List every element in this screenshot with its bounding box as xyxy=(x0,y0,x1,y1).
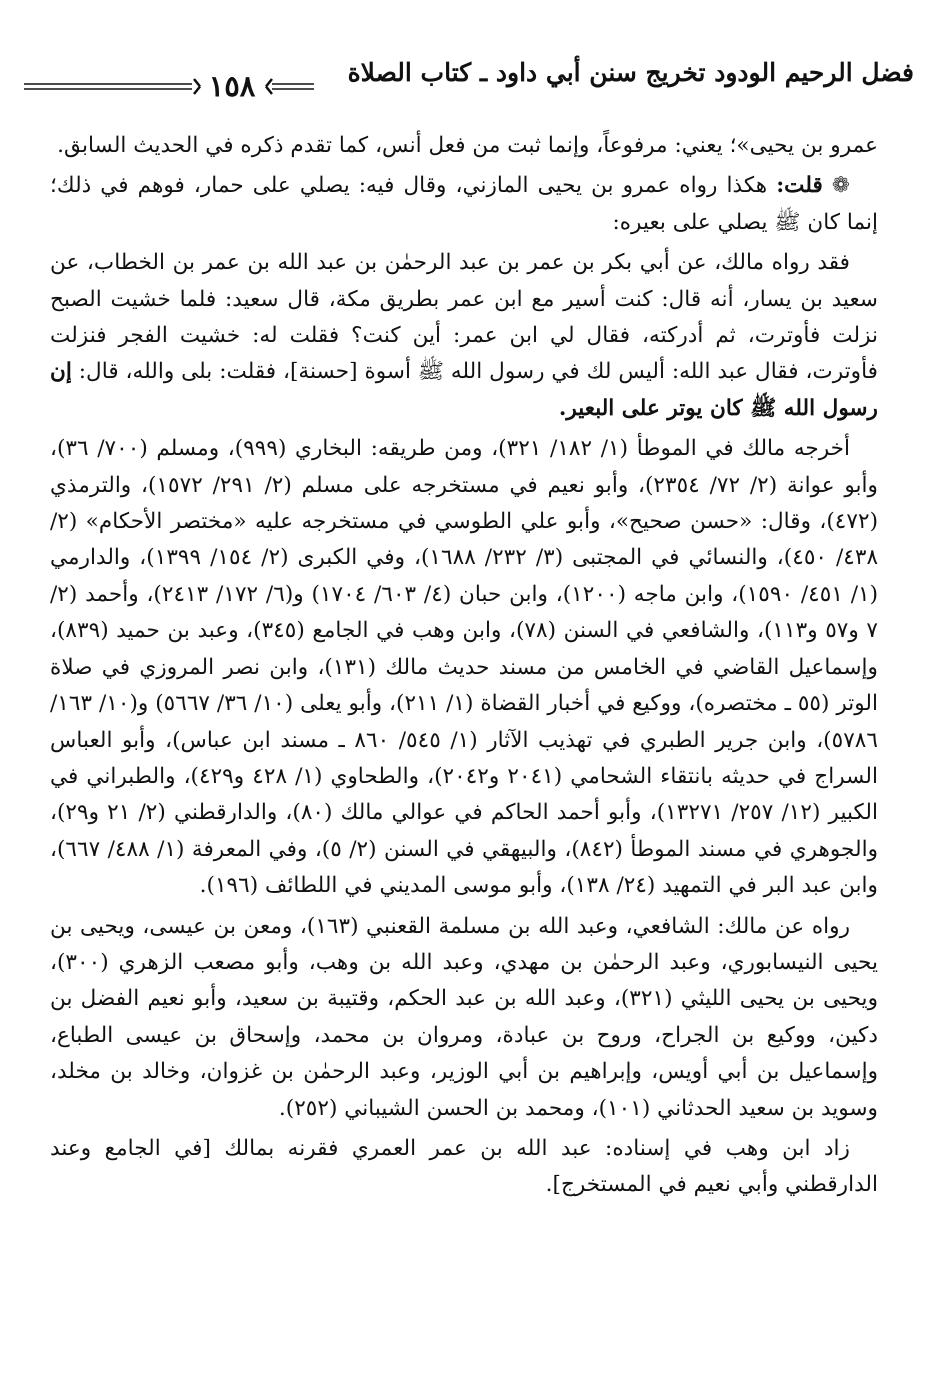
paragraph-6 xyxy=(50,1131,878,1204)
paragraph-text: أخرجه مالك في الموطأ (١/ ١٨٢/ ٣٢١)، ومن طريقه: البخاري (٩٩٩)، ومسلم (٧٠٠/ ٣٦)، وأبو عوانة (٢/ ٧٢/ ٢٣٥٤)، وأبو نعيم في مستخرجه على مسلم (٢/ ٢٩١/ ١٥٧٢)، والترمذي (٤٧٢)، وقال: «حسن صحيح»، وأبو علي الطوسي في مستخرجه عليه «مختصر الأحكام» (٢/ ٤٣٨/ ٤٥٠)، والنسائي في المجتبى (٣/ ٢٣٢/ ١٦٨٨)، وفي الكبرى (٢/ ١٥٤/ ١٣٩٩)، والدارمي (١/ ٤٥١/ ١٥٩٠)، وابن ماجه (١٢٠٠)، وابن حبان (٤/ ٦٠٣/ ١٧٠٤) و(٦/ ١٧٢/ ٢٤١٣)، وأحمد (٢/ ٧ و٥٧ و١١٣)، والشافعي في السنن (٧٨)، وابن وهب في الجامع (٣٤٥)، وعبد بن حميد (٨٣٩)، وإسماعيل القاضي في الخامس من مسند حديث مالك (١٣١)، وابن نصر المروزي في صلاة الوتر (٥٥ ـ مختصره)، ووكيع في أخبار القضاة (١/ ٢١١)، وأبو يعلى (١٠/ ٣٦/ ٥٦٦٧) و(١٠/ ١٦٣/ ٥٧٨٦)، وابن جرير الطبري في تهذيب الآثار (١/ ٥٤٥/ ٨٦٠ ـ مسند ابن عباس)، وأبو العباس السراج في حديثه بانتقاء الشحامي (٢٠٤١ و٢٠٤٢)، والطحاوي (١/ ٤٢٨ و٤٢٩)، والطبراني في الكبير (١٢/ ٢٥٧/ ١٣٢٧١)، وأبو أحمد الحاكم في عوالي مالك (٨٠)، والدارقطني (٢/ ٢١ و٢٩)، والجوهري في مسند الموطأ (٨٤٢)، والبيهقي في السنن (٢/ ٥)، وفي المعرفة (١/ ٤٨٨/ ٦٦٧)، وابن عبد البر في التمهيد (٢٤/ ١٣٨)، وأبو موسى المديني في اللطائف (١٩٦). xyxy=(50,436,879,899)
paragraph-2 xyxy=(50,168,878,241)
paragraph-text: زاد ابن وهب في إسناده: عبد الله بن عمر العمري فقرنه بمالك [في الجامع وعند الدارقطني وأبي نعيم في المستخرج]. xyxy=(50,1135,878,1198)
paragraph-5 xyxy=(50,909,878,1127)
flower-icon: ❁ xyxy=(831,173,850,199)
paragraph-1 xyxy=(50,128,878,164)
page-header xyxy=(24,52,914,110)
running-title: فضل الرحيم الودود تخريج سنن أبي داود ـ كتاب الصلاة xyxy=(347,58,914,87)
page-number-frame xyxy=(24,69,314,110)
hadith-quote: إن رسول الله ﷺ كان يوتر على البعير. xyxy=(50,359,878,421)
page-body xyxy=(50,128,878,1208)
paragraph-text: فقد رواه مالك، عن أبي بكر بن عمر بن عبد الرحمٰن بن عبد الله بن عمر بن الخطاب، عن سعيد بن يسار، أنه قال: كنت أسير مع ابن عمر بطريق مكة، قال سعيد: فلما خشيت الصبح نزلت فأوترت، ثم أدركته، فقال لي ابن عمر: أين كنت؟ فقلت له: خشيت الفجر فنزلت فأوترت، فقال عبد الله: أليس لك في رسول الله ﷺ أسوة [حسنة]، فقلت: بلى والله، قال: xyxy=(50,250,878,385)
paragraph-text: رواه عن مالك: الشافعي، وعبد الله بن مسلمة القعنبي (١٦٣)، ومعن بن عيسى، ويحيى بن يحيى النيسابوري، وعبد الرحمٰن بن مهدي، وعبد الله بن وهب، وأبو مصعب الزهري (٣٠٠)، ويحيى بن يحيى الليثي (٣٢١)، وعبد الله بن عبد الحكم، وقتيبة بن سعيد، وأبو نعيم الفضل بن دكين، ووكيع بن الجراح، وروح بن عبادة، ومروان بن محمد، وإسحاق بن عيسى الطباع، وإسماعيل بن أبي أويس، وإبراهيم بن أبي الوزير، وعبد الرحمٰن بن غزوان، وخالد بن مخلد، وسويد بن سعيد الحدثاني (١٠١)، ومحمد بن الحسن الشيباني (٢٥٢). xyxy=(50,913,878,1121)
paragraph-text: عمرو بن يحيى»؛ يعني: مرفوعاً، وإنما ثبت من فعل أنس، كما تقدم ذكره في الحديث السابق. xyxy=(57,133,878,158)
note-label: قلت: xyxy=(776,173,823,199)
page-number: ١٥٨ xyxy=(208,69,256,103)
paragraph-4 xyxy=(50,431,878,904)
paragraph-3 xyxy=(50,245,878,427)
paragraph-text: هكذا رواه عمرو بن يحيى المازني، وقال فيه: يصلي على حمار، فوهم في ذلك؛ إنما كان ﷺ يصلي على بعيره: xyxy=(50,173,878,235)
